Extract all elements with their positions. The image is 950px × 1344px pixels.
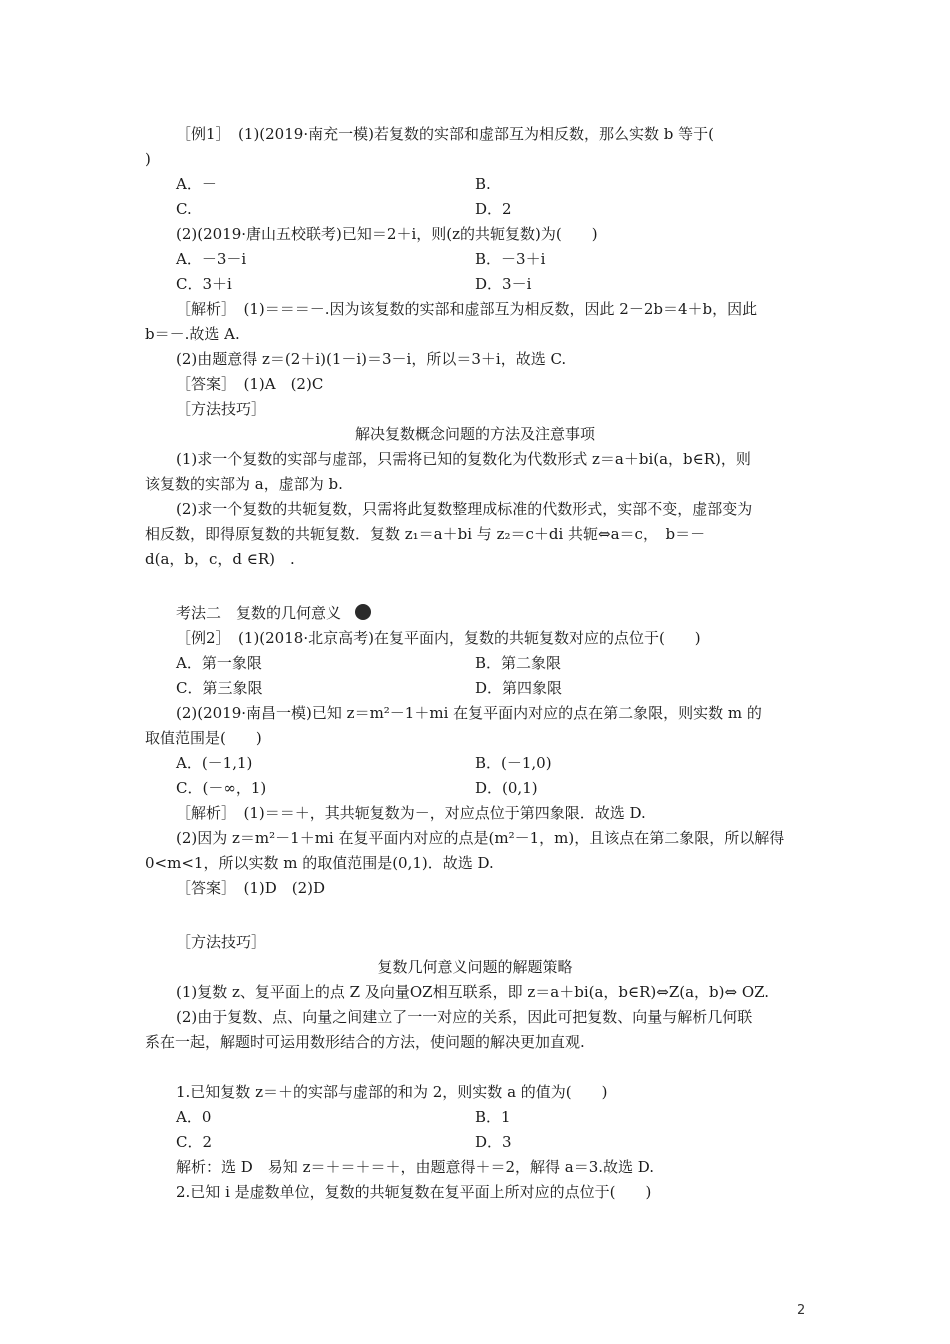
option-b: B．1 (475, 1108, 511, 1126)
option-b: B．(－1,0) (475, 754, 552, 772)
bullet-dot-icon (355, 604, 371, 620)
method-point-2: (2)求一个复数的共轭复数，只需将此复数整理成标准的代数形式，实部不变，虚部变为 (176, 500, 753, 518)
exercise-1-solution: 解析：选 D 易知 z＝＋＝＋＝＋，由题意得＋＝2，解得 a＝3.故选 D. (176, 1158, 655, 1176)
option-a: A．－ (176, 175, 217, 193)
solution-text: ［解析］ (1)＝＝＝－.因为该复数的实部和虚部互为相反数，因此 2－2b＝4＋b，因此 (176, 300, 758, 318)
answer-line: ［答案］ (1)D (2)D (176, 879, 326, 897)
option-d: D．(0,1) (475, 779, 538, 797)
section-heading (176, 603, 371, 623)
solution-part-2-cont: 0<m<1，所以实数 m 的取值范围是(0,1)．故选 D. (145, 854, 494, 872)
answer-line: ［答案］ (1)A (2)C (176, 375, 324, 393)
method-title: 复数几何意义问题的解题策略 (377, 958, 573, 976)
option-c: C．3＋i (176, 275, 232, 293)
exercise-1-question: 1.已知复数 z＝＋的实部与虚部的和为 2，则实数 a 的值为( ) (176, 1083, 608, 1101)
solution-text: ［解析］ (1)＝＝＋，其共轭复数为－，对应点位于第四象限．故选 D. (176, 804, 646, 822)
example-1-question: ［例1］ (1)(2019·南充一模)若复数的实部和虚部互为相反数，那么实数 b 等于( (176, 125, 714, 143)
method-tips-label: ［方法技巧］ (176, 400, 267, 418)
option-a: A．(－1,1) (176, 754, 253, 772)
method-point-1: (1)求一个复数的实部与虚部，只需将已知的复数化为代数形式 z＝a＋bi(a，b∈R)，则 (176, 450, 751, 468)
section-heading-text: 考法二 复数的几何意义 (176, 604, 342, 622)
option-b: B．－3＋i (475, 250, 546, 268)
option-a: A．0 (176, 1108, 212, 1126)
option-b: B．第二象限 (475, 654, 562, 672)
option-c: C．2 (176, 1133, 213, 1151)
option-b: B. (475, 175, 491, 193)
option-c: C. (176, 200, 192, 218)
method-point-2-end: d(a，b，c，d ∈R) . (145, 550, 295, 568)
solution-part-2: (2)由题意得 z＝(2＋i)(1－i)＝3－i，所以＝3＋i，故选 C. (176, 350, 567, 368)
example-1-part-2: (2)(2019·唐山五校联考)已知＝2＋i，则(z的共轭复数)为( ) (176, 225, 598, 243)
option-d: D．3－i (475, 275, 532, 293)
method-point-1: (1)复数 z、复平面上的点 Z 及向量OZ相互联系，即 z＝a＋bi(a，b∈R)⇔Z(a，b)⇔ OZ. (176, 983, 770, 1001)
example-2-part-2: (2)(2019·南昌一模)已知 z＝m²－1＋mi 在复平面内对应的点在第二象限，则实数 m 的 (176, 704, 762, 722)
option-a: A．第一象限 (176, 654, 262, 672)
example-2-question: ［例2］ (1)(2018·北京高考)在复平面内，复数的共轭复数对应的点位于( ) (176, 629, 701, 647)
method-point-2-cont: 系在一起，解题时可运用数形结合的方法，使问题的解决更加直观. (145, 1033, 585, 1051)
solution-text-cont: b＝－.故选 A. (145, 325, 240, 343)
method-tips-label: ［方法技巧］ (176, 933, 267, 951)
method-point-2-cont: 相反数，即得原复数的共轭复数．复数 z₁＝a＋bi 与 z₂＝c＋di 共轭⇔a＝c， b＝－ (145, 525, 706, 543)
solution-part-2: (2)因为 z＝m²－1＋mi 在复平面内对应的点是(m²－1，m)，且该点在第二象限，所以解得 (176, 829, 785, 847)
page-number: 2 (797, 1303, 806, 1318)
option-c: C．(－∞，1) (176, 779, 267, 797)
option-a: A．－3－i (176, 250, 247, 268)
exercise-2-question: 2.已知 i 是虚数单位，复数的共轭复数在复平面上所对应的点位于( ) (176, 1183, 652, 1201)
example-1-question-cont: ) (145, 150, 151, 168)
method-point-1-cont: 该复数的实部为 a，虚部为 b. (145, 475, 343, 493)
option-d: D．3 (475, 1133, 512, 1151)
example-2-part-2-cont: 取值范围是( ) (145, 729, 262, 747)
option-d: D．2 (475, 200, 512, 218)
option-c: C．第三象限 (176, 679, 263, 697)
method-point-2: (2)由于复数、点、向量之间建立了一一对应的关系，因此可把复数、向量与解析几何联 (176, 1008, 753, 1026)
method-title: 解决复数概念问题的方法及注意事项 (354, 425, 595, 443)
option-d: D．第四象限 (475, 679, 563, 697)
